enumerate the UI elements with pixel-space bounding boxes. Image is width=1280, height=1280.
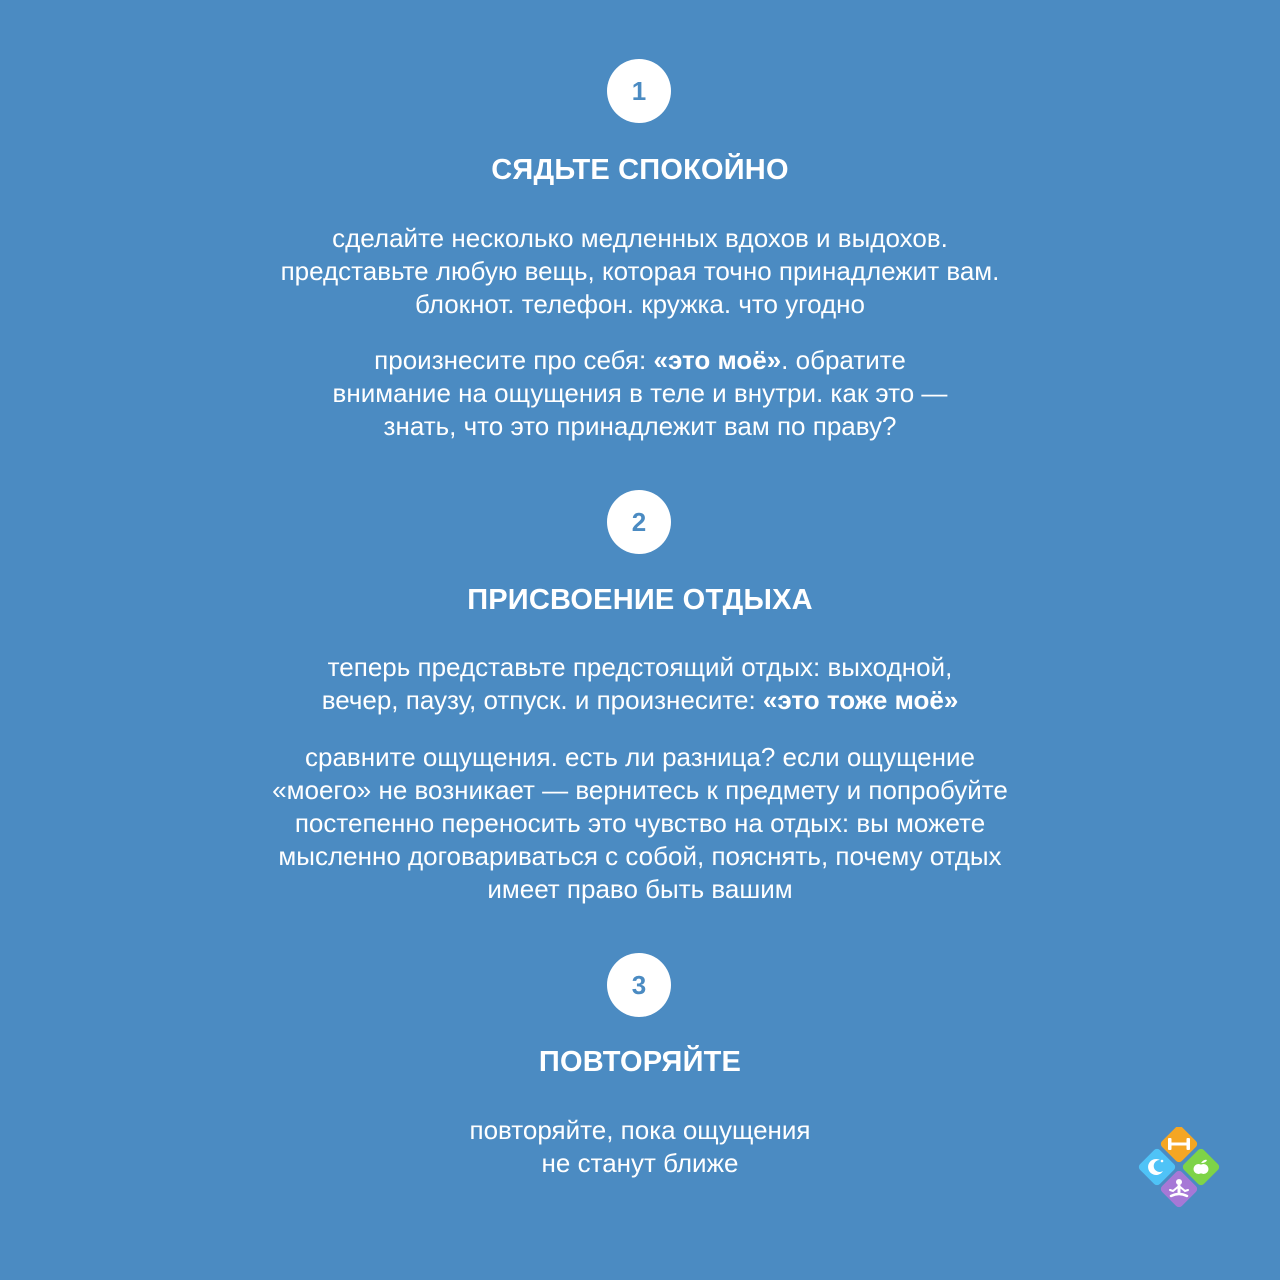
step-1-p2-bold-phrase: «это моё» <box>653 345 782 375</box>
step-2-p2-line-1: сравните ощущения. есть ли разница? если ощущение <box>305 742 975 772</box>
step-3-p1-line-1: повторяйте, пока ощущения <box>469 1115 811 1145</box>
brand-logo <box>1134 1127 1224 1223</box>
step-3-title: ПОВТОРЯЙТЕ <box>538 1046 742 1078</box>
step-2-p1-line-1: теперь представьте предстоящий отдых: выходной, <box>327 652 953 682</box>
step-2-title: ПРИСВОЕНИЕ ОТДЫХА <box>467 584 813 616</box>
step-1-p2-line-3: знать, что это принадлежит вам по праву? <box>383 411 897 441</box>
step-3-number-badge <box>607 953 671 1017</box>
step-2-p2-line-3: постепенно переносить это чувство на отдых: вы можете <box>294 808 986 838</box>
step-1-p2-line-1 <box>0 344 1280 377</box>
step-1-p1-line-1: сделайте несколько медленных вдохов и выдохов. <box>332 223 948 253</box>
step-1-p1-line-3: блокнот. телефон. кружка. что угодно <box>415 289 865 319</box>
step-1-number-badge <box>607 59 671 123</box>
step-2-p2-line-2: «моего» не возникает — вернитесь к предмету и попробуйте <box>272 775 1008 805</box>
step-2-p1-text: вечер, паузу, отпуск. и произнесите: <box>321 685 763 715</box>
step-2-p1-bold-phrase: «это тоже моё» <box>762 685 959 715</box>
step-1-title: СЯДЬТЕ СПОКОЙНО <box>491 154 789 186</box>
step-1-p2-text-after: . обратите <box>781 345 906 375</box>
step-2-p1-line-2 <box>0 684 1280 717</box>
step-1-number: 1 <box>631 76 647 106</box>
step-1-paragraph-1 <box>0 222 1280 321</box>
step-3-number: 3 <box>631 970 647 1000</box>
step-2-paragraph-1 <box>0 651 1280 717</box>
step-1-p2-line-2: внимание на ощущения в теле и внутри. как это — <box>332 378 948 408</box>
step-3-paragraph-1 <box>0 1114 1280 1180</box>
step-2-p2-line-5: имеет право быть вашим <box>487 874 793 904</box>
step-1-paragraph-2 <box>0 344 1280 443</box>
step-2-paragraph-2 <box>0 741 1280 906</box>
step-1-p1-line-2: представьте любую вещь, которая точно принадлежит вам. <box>280 256 1000 286</box>
step-2-number: 2 <box>631 507 647 537</box>
step-2-p2-line-4: мысленно договариваться с собой, пояснять, почему отдых <box>278 841 1002 871</box>
step-2-number-badge <box>607 490 671 554</box>
step-3-p1-line-2: не станут ближе <box>541 1148 739 1178</box>
step-1-p2-text: произнесите про себя: <box>374 345 654 375</box>
